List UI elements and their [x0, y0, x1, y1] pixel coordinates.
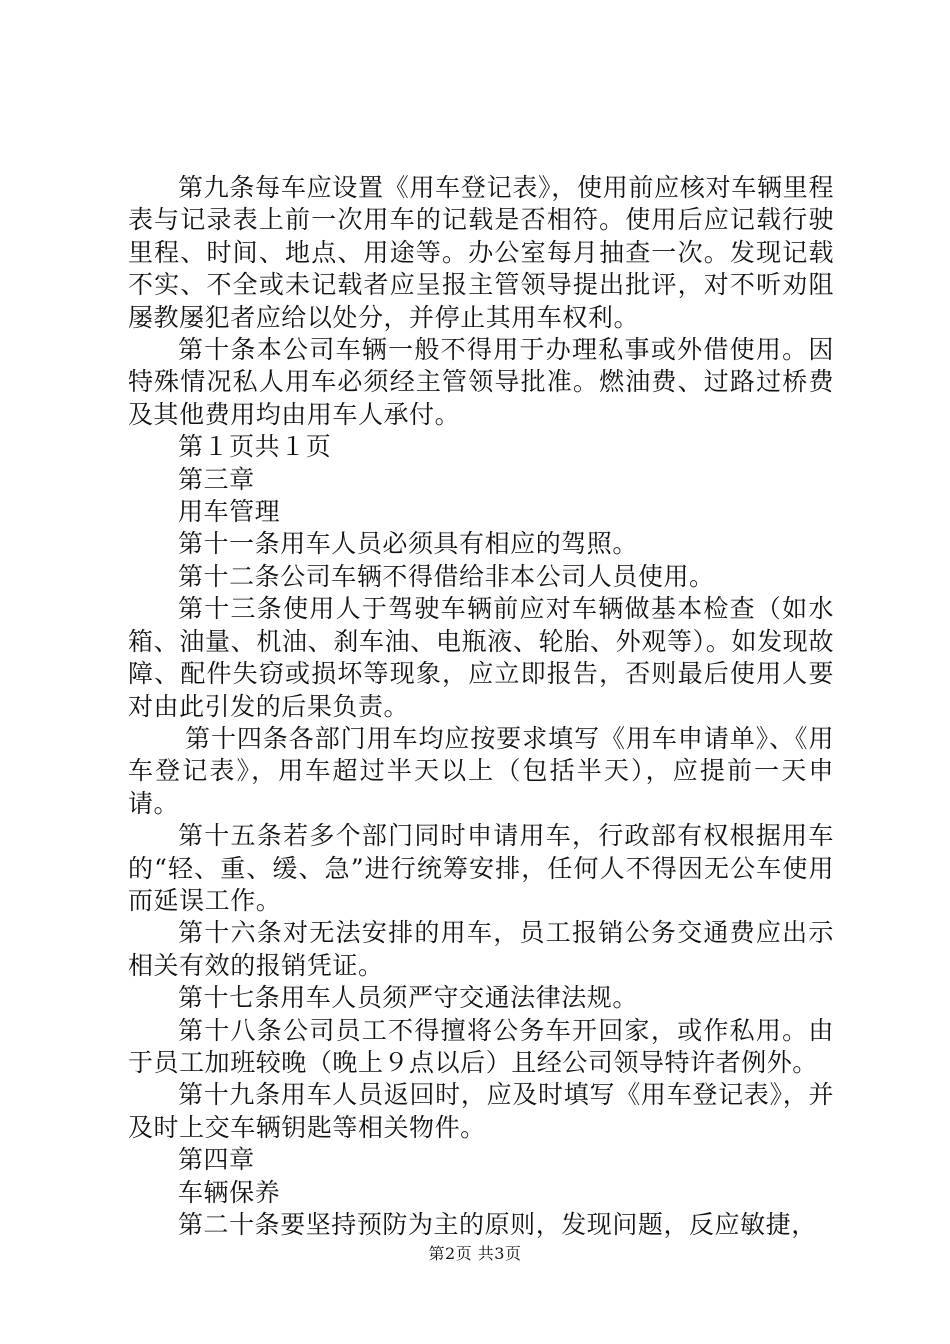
article-15: 第十五条若多个部门同时申请用车，行政部有权根据用车的“轻、重、缓、急”进行统筹安排，任何人不得因无公车使用而延误工作。	[128, 821, 834, 915]
article-16: 第十六条对无法安排的用车，员工报销公务交通费应出示相关有效的报销凭证。	[128, 918, 834, 980]
chapter-4-title: 车辆保养	[178, 1177, 281, 1207]
inner-page-number: 第１页共１页	[178, 432, 332, 462]
page-footer: 第2页 共3页	[428, 1244, 522, 1263]
article-10: 第十条本公司车辆一般不得用于办理私事或外借使用。因特殊情况私人用车必须经主管领导批准。燃油费、过路过桥费及其他费用均由用车人承付。	[128, 335, 834, 429]
article-20: 第二十条要坚持预防为主的原则，发现问题，反应敏捷，	[178, 1210, 817, 1239]
article-14: 第十四条各部门用车均应按要求填写《用车申请单》、《用车登记表》，用车超过半天以上（包括半天），应提前一天申请。	[128, 723, 834, 818]
article-18: 第十八条公司员工不得擅将公务车开回家，或作私用。由于员工加班较晚（晚上９点以后）且经公司领导特许者例外。	[128, 1015, 834, 1077]
chapter-4-heading: 第四章	[178, 1145, 255, 1175]
article-19: 第十九条用车人员返回时，应及时填写《用车登记表》，并及时上交车辆钥匙等相关物件。	[128, 1080, 834, 1142]
article-9: 第九条每车应设置《用车登记表》，使用前应核对车辆里程表与记录表上前一次用车的记载是否相符。使用后应记载行驶里程、时间、地点、用途等。办公室每月抽查一次。发现记载不实、不全或未记载者应呈报主管领导提出批评，对不听劝阻屡教屡犯者应给以处分，并停止其用车权利。	[128, 173, 834, 332]
article-11: 第十一条用车人员必须具有相应的驾照。	[178, 529, 638, 559]
chapter-3-heading: 第三章	[178, 464, 255, 494]
article-13: 第十三条使用人于驾驶车辆前应对车辆做基本检查（如水箱、油量、机油、刹车油、电瓶液、轮胎、外观等）。如发现故障、配件失窃或损坏等现象，应立即报告，否则最后使用人要对由此引发的后果负责。	[128, 594, 834, 721]
article-12: 第十二条公司车辆不得借给非本公司人员使用。	[178, 561, 715, 591]
article-17: 第十七条用车人员须严守交通法律法规。	[178, 983, 638, 1013]
chapter-3-title: 用车管理	[178, 497, 281, 527]
document-body	[128, 172, 834, 1241]
